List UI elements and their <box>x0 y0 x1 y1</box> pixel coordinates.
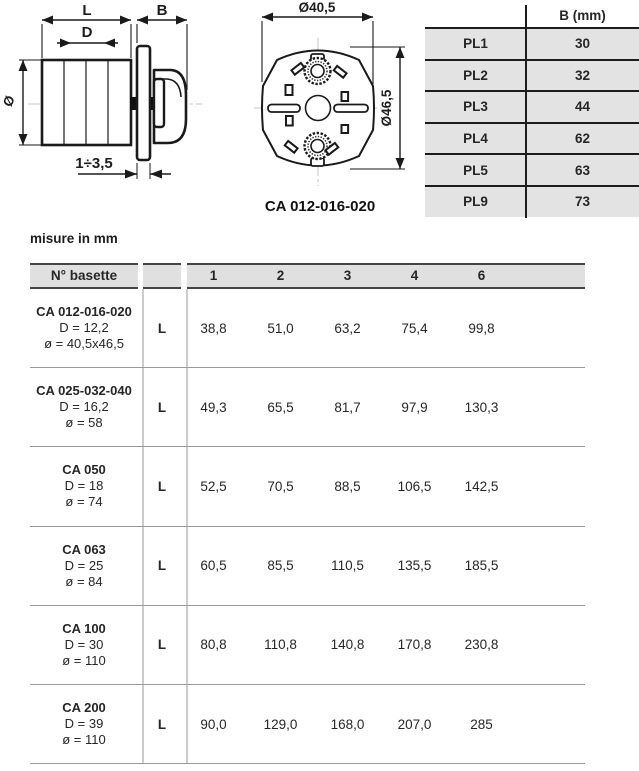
value-cell: 230,8 <box>464 637 499 653</box>
value-cell: 110,8 <box>264 637 297 653</box>
table-row <box>425 153 639 185</box>
column-header: 4 <box>410 268 419 283</box>
value-cell: 85,5 <box>267 558 294 574</box>
dim-letter: L <box>157 716 167 732</box>
value-cell: 70,5 <box>267 478 294 494</box>
model-name: CA 100 <box>62 620 106 636</box>
value-cell: 51,0 <box>267 320 294 336</box>
column-header-basette: N° basette <box>50 268 118 283</box>
dim-letter: L <box>157 399 167 415</box>
column-header: 1 <box>209 268 218 283</box>
model-name: CA 025-032-040 <box>36 383 132 399</box>
value-cell: 81,7 <box>334 399 361 415</box>
b-value: 73 <box>574 194 591 210</box>
front-view-caption: CA 012-016-020 <box>264 198 376 215</box>
value-cell: 130,3 <box>464 399 499 415</box>
model-diameter: ø = 74 <box>65 494 103 510</box>
side-view-drawing <box>0 0 230 220</box>
b-table-header: B (mm) <box>559 8 606 23</box>
slot-left <box>268 105 300 113</box>
model-name: CA 012-016-020 <box>36 304 132 320</box>
units-note: misure in mm <box>30 231 118 246</box>
column-header: 3 <box>343 268 352 283</box>
model-label: PL9 <box>463 194 488 210</box>
model-d: D = 25 <box>64 557 104 573</box>
value-cell: 170,8 <box>397 637 432 653</box>
table-row <box>425 59 639 91</box>
center-hole <box>306 96 331 121</box>
b-value: 62 <box>574 131 591 147</box>
dim-D-label: D <box>81 24 93 41</box>
dim-height-label: Ø46,5 <box>379 89 394 127</box>
value-cell: 140,8 <box>330 637 365 653</box>
model-diameter: ø = 40,5x46,5 <box>44 336 124 352</box>
model-d: D = 16,2 <box>59 399 109 415</box>
model-d: D = 18 <box>64 478 104 494</box>
model-label: PL3 <box>463 99 488 115</box>
dim-L-label: L <box>82 2 92 19</box>
value-cell: 38,8 <box>200 320 227 336</box>
value-cell: 129,0 <box>263 716 298 732</box>
main-dimension-table <box>30 263 585 764</box>
main-table-header-row <box>30 263 585 289</box>
model-label: PL4 <box>463 131 488 147</box>
front-view-drawing <box>240 0 430 220</box>
b-table-divider <box>525 5 527 218</box>
table-row <box>30 289 585 368</box>
value-cell: 99,8 <box>468 320 495 336</box>
dim-letter: L <box>157 558 167 574</box>
value-cell: 135,5 <box>397 558 432 574</box>
value-cell: 97,9 <box>401 399 428 415</box>
value-cell: 49,3 <box>200 399 227 415</box>
table-row <box>425 90 639 122</box>
value-cell: 207,0 <box>397 716 432 732</box>
b-value: 63 <box>574 162 591 178</box>
model-diameter: ø = 110 <box>62 732 106 748</box>
model-d: D = 12,2 <box>59 320 109 336</box>
dim-letter: L <box>157 637 167 653</box>
slot-right <box>334 105 368 113</box>
table-row <box>30 447 585 526</box>
value-cell: 65,5 <box>267 399 294 415</box>
table-row <box>30 368 585 447</box>
b-dimension-table <box>425 5 639 218</box>
model-diameter: ø = 84 <box>65 573 103 589</box>
model-name: CA 200 <box>62 700 106 716</box>
b-table-header-row <box>425 5 639 27</box>
dim-width-label: Ø40,5 <box>298 0 336 15</box>
value-cell: 90,0 <box>200 716 227 732</box>
value-cell: 88,5 <box>334 478 361 494</box>
model-label: PL2 <box>463 67 488 83</box>
dim-letter: L <box>157 320 167 336</box>
value-cell: 52,5 <box>200 478 227 494</box>
value-cell: 106,5 <box>397 478 432 494</box>
column-header: 2 <box>276 268 285 283</box>
value-cell: 60,5 <box>200 558 227 574</box>
dim-diameter-label: Ø <box>0 93 18 110</box>
model-name: CA 063 <box>62 541 106 557</box>
model-d: D = 39 <box>64 716 104 732</box>
model-d: D = 30 <box>64 636 104 652</box>
b-value: 44 <box>574 99 591 115</box>
table-row <box>425 185 639 217</box>
table-row <box>30 527 585 606</box>
table-row <box>30 606 585 685</box>
table-row <box>425 122 639 154</box>
dim-letter: L <box>157 478 167 494</box>
dim-panel-thickness-label: 1÷3,5 <box>75 155 113 172</box>
value-cell: 63,2 <box>334 320 361 336</box>
dim-B-label: B <box>156 2 168 19</box>
value-cell: 168,0 <box>330 716 365 732</box>
model-name: CA 050 <box>62 462 106 478</box>
value-cell: 80,8 <box>200 637 227 653</box>
b-value: 30 <box>574 36 591 52</box>
panel-plate <box>137 46 150 160</box>
model-diameter: ø = 110 <box>62 652 106 668</box>
value-cell: 285 <box>470 716 493 732</box>
b-value: 32 <box>574 67 591 83</box>
model-label: PL1 <box>463 36 488 52</box>
model-diameter: ø = 58 <box>65 415 103 431</box>
value-cell: 185,5 <box>464 558 499 574</box>
column-header: 6 <box>477 268 486 283</box>
value-cell: 110,5 <box>331 558 364 574</box>
model-label: PL5 <box>463 162 488 178</box>
table-row <box>425 27 639 59</box>
value-cell: 75,4 <box>401 320 428 336</box>
table-row <box>30 685 585 764</box>
value-cell: 142,5 <box>464 478 499 494</box>
